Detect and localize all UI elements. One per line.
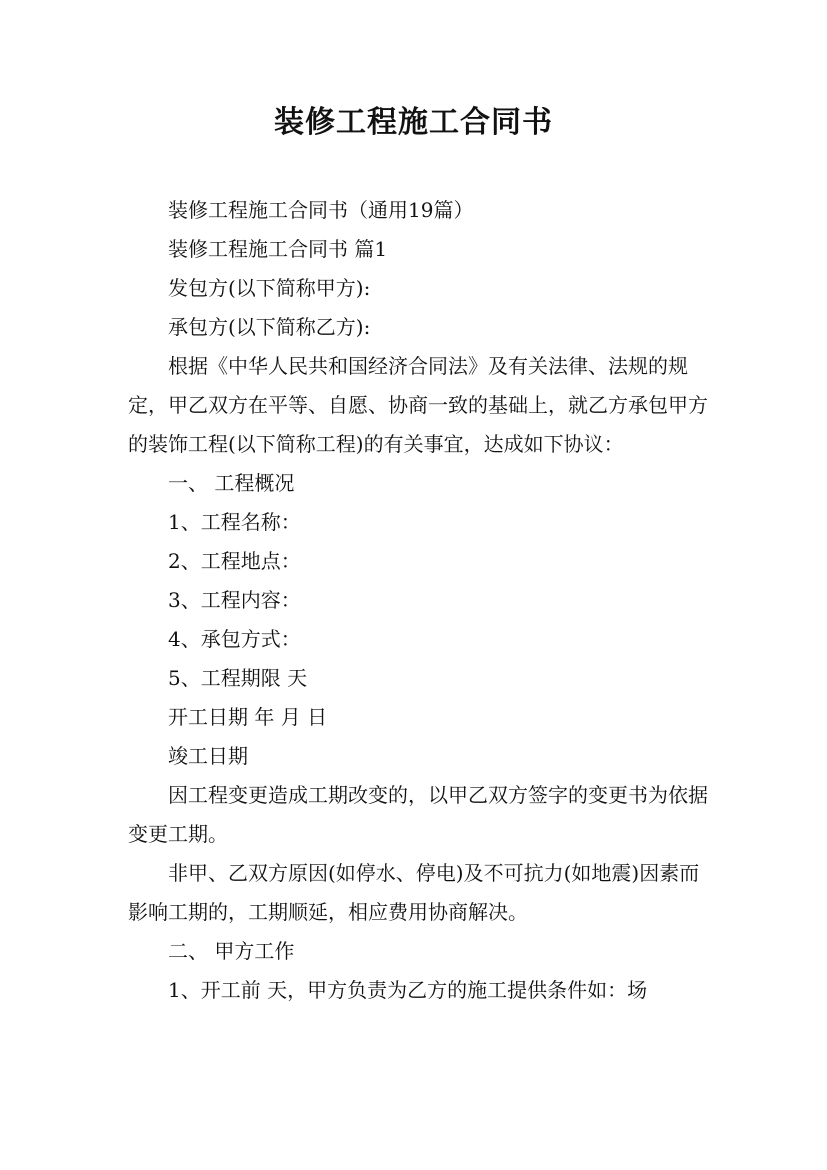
paragraph-subtitle: 装修工程施工合同书（通用19篇） — [168, 198, 474, 222]
paragraph-heading-party-a-work: 二、 甲方工作 — [168, 939, 295, 963]
paragraph-completion-date: 竣工日期 — [168, 744, 248, 768]
paragraph-party-b: 承包方(以下简称乙方): — [168, 315, 371, 339]
paragraph-force-majeure: 非甲、乙双方原因(如停水、停电)及不可抗力(如地震)因素而影响工期的，工期顺延，相应费用协商解决。 — [128, 861, 700, 924]
paragraph-party-a: 发包方(以下简称甲方): — [168, 276, 371, 300]
document-body — [128, 191, 710, 1010]
paragraph-section-heading: 装修工程施工合同书 篇1 — [168, 237, 388, 261]
paragraph-project-name: 1、工程名称： — [168, 510, 301, 534]
paragraph-heading-overview: 一、 工程概况 — [168, 471, 295, 495]
paragraph-project-content: 3、工程内容： — [168, 588, 301, 612]
paragraph-party-a-duty-1: 1、开工前 天，甲方负责为乙方的施工提供条件如：场 — [168, 978, 648, 1002]
paragraph-project-location: 2、工程地点： — [168, 549, 301, 573]
paragraph-project-period: 5、工程期限 天 — [168, 666, 308, 690]
document-title: 装修工程施工合同书 — [274, 105, 553, 140]
paragraph-start-date: 开工日期 年 月 日 — [168, 705, 328, 729]
paragraph-preamble: 根据《中华人民共和国经济合同法》及有关法律、法规的规定，甲乙双方在平等、自愿、协商一致的基础上，就乙方承包甲方的装饰工程(以下简称工程)的有关事宜，达成如下协议： — [128, 354, 708, 456]
paragraph-contract-method: 4、承包方式： — [168, 627, 301, 651]
paragraph-schedule-change: 因工程变更造成工期改变的，以甲乙双方签字的变更书为依据变更工期。 — [128, 783, 708, 846]
